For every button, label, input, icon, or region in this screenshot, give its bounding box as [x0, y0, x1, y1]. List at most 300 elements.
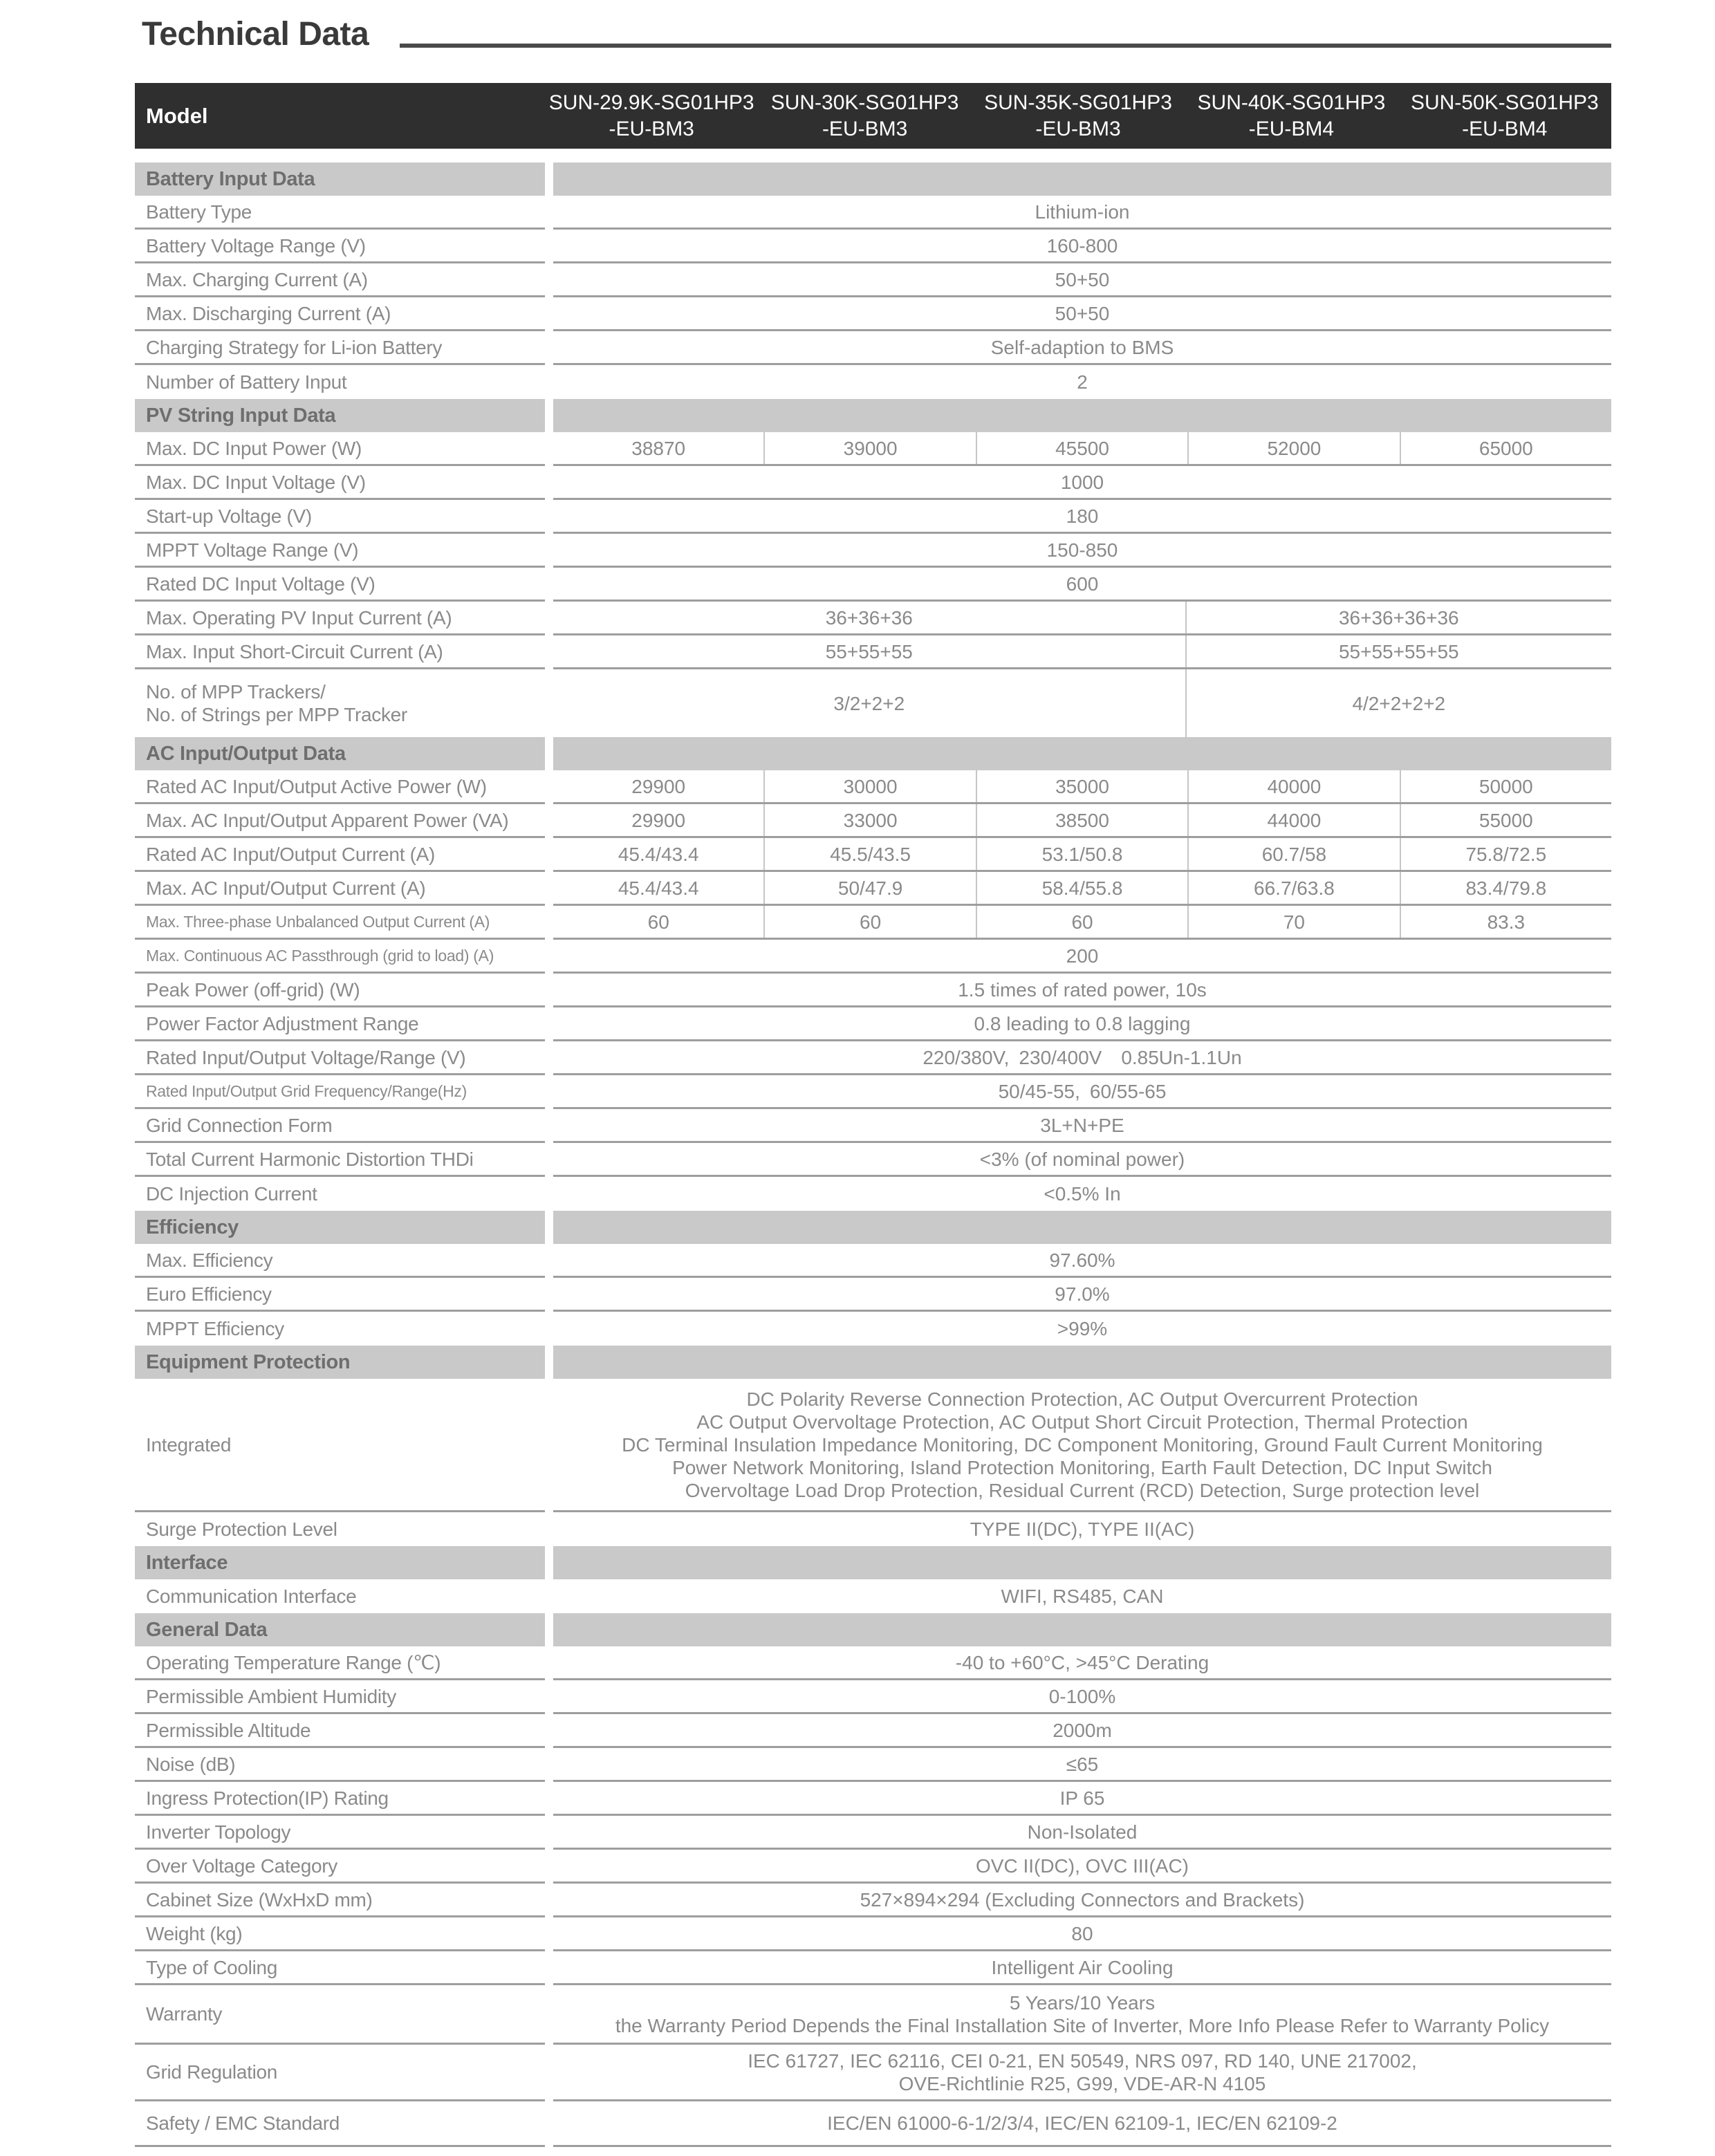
- table-row: [135, 365, 1611, 399]
- row-cells: [553, 1579, 1611, 1613]
- row-label: [135, 1680, 545, 1714]
- row-cells: [553, 872, 1611, 906]
- cell-line: OVC II(DC), OVC III(AC): [976, 1855, 1189, 1877]
- row-cells: [553, 230, 1611, 263]
- table-cell: [553, 1917, 1611, 1949]
- table-row: [135, 1075, 1611, 1109]
- cell-line: 66.7/63.8: [1254, 877, 1335, 899]
- cell-line: 60: [860, 911, 882, 933]
- label-line: Max. Efficiency: [146, 1249, 273, 1271]
- table-cell: [553, 2101, 1611, 2145]
- table-row: [135, 1714, 1611, 1748]
- table-row: [135, 1143, 1611, 1177]
- table-cell: [1400, 906, 1611, 938]
- label-line: Rated Input/Output Grid Frequency/Range(Hz): [146, 1081, 467, 1100]
- label-line: MPPT Voltage Range (V): [146, 539, 359, 561]
- table-cell: [553, 1850, 1611, 1881]
- table-row: [135, 1041, 1611, 1075]
- row-cells: [553, 1985, 1611, 2045]
- table-cell: [1187, 838, 1399, 870]
- cell-line: Intelligent Air Cooling: [991, 1956, 1174, 1978]
- cell-line: 220/380V, 230/400V 0.85Un-1.1Un: [923, 1046, 1242, 1068]
- table-row: [135, 1312, 1611, 1346]
- table-row: [135, 906, 1611, 940]
- table-cell: [553, 1177, 1611, 1211]
- label-line: Number of Battery Input: [146, 371, 347, 393]
- cell-line: 1000: [1060, 471, 1104, 493]
- table-cell: [763, 906, 975, 938]
- section-header-row: [135, 1346, 1611, 1379]
- cell-line: 0-100%: [1048, 1685, 1116, 1707]
- row-cells: [553, 1109, 1611, 1143]
- row-cells: [553, 1007, 1611, 1041]
- row-label: [135, 1917, 545, 1951]
- table-cell: [1187, 804, 1399, 836]
- row-cells: [553, 1850, 1611, 1884]
- label-line: MPPT Efficiency: [146, 1318, 284, 1339]
- label-line: Grid Connection Form: [146, 1114, 333, 1136]
- section-header-row: [135, 162, 1611, 196]
- label-line: Operating Temperature Range (℃): [146, 1651, 441, 1673]
- table-cell: [553, 669, 1185, 737]
- label-line: Cabinet Size (WxHxD mm): [146, 1888, 373, 1911]
- row-label: [135, 230, 545, 263]
- label-line: Communication Interface: [146, 1586, 357, 1607]
- label-line: No. of MPP Trackers/: [146, 681, 326, 703]
- row-label: [135, 1714, 545, 1748]
- row-label: [135, 1512, 545, 1546]
- table-cell: [553, 297, 1611, 329]
- section-label: Interface: [135, 1546, 545, 1579]
- label-line: Max. AC Input/Output Current (A): [146, 877, 426, 899]
- row-cells: [553, 263, 1611, 297]
- model-name-line: SUN-40K-SG01HP3: [1197, 91, 1386, 114]
- row-label: [135, 1850, 545, 1884]
- cell-line: 160-800: [1046, 234, 1118, 257]
- row-cells: [553, 1379, 1611, 1512]
- row-cells: [553, 196, 1611, 230]
- label-line: DC Injection Current: [146, 1183, 317, 1205]
- table-row: [135, 230, 1611, 263]
- cell-line: IEC/EN 61000-6-1/2/3/4, IEC/EN 62109-1, IEC/EN 62109-2: [827, 2112, 1337, 2134]
- table-cell: [553, 906, 763, 938]
- cell-line: 39000: [843, 437, 898, 459]
- row-label: [135, 534, 545, 568]
- cell-line: 55+55+55+55: [1338, 640, 1459, 662]
- table-cell: [1400, 432, 1611, 464]
- cell-line: 52000: [1267, 437, 1322, 459]
- cell-line: AC Output Overvoltage Protection, AC Output Short Circuit Protection, Thermal Protection: [696, 1411, 1468, 1433]
- row-label: [135, 1278, 545, 1312]
- label-line: Rated DC Input Voltage (V): [146, 573, 376, 595]
- label-line: Warranty: [146, 2003, 223, 2025]
- row-cells: [553, 669, 1611, 737]
- table-row: [135, 534, 1611, 568]
- table-cell: [553, 263, 1611, 295]
- cell-line: 3L+N+PE: [1040, 1114, 1124, 1136]
- row-label: [135, 263, 545, 297]
- row-cells: [553, 770, 1611, 804]
- table-cell: [1187, 770, 1399, 802]
- table-row: [135, 1379, 1611, 1512]
- row-label: [135, 500, 545, 534]
- row-label: [135, 1782, 545, 1816]
- table-row: [135, 1109, 1611, 1143]
- cell-line: 80: [1071, 1922, 1093, 1944]
- table-cell: [553, 770, 763, 802]
- row-cells: [553, 1816, 1611, 1850]
- cell-line: Overvoltage Load Drop Protection, Residual Current (RCD) Detection, Surge protection level: [685, 1479, 1480, 1501]
- table-cell: [1187, 906, 1399, 938]
- table-row: [135, 1512, 1611, 1546]
- table-cell: [553, 1951, 1611, 1983]
- spec-table: [135, 83, 1611, 2147]
- row-cells: [553, 1143, 1611, 1177]
- section-header-row: [135, 1211, 1611, 1244]
- label-line: No. of Strings per MPP Tracker: [146, 704, 407, 725]
- model-suffix-line: -EU-BM3: [609, 117, 694, 140]
- cell-line: 45500: [1055, 437, 1109, 459]
- cell-line: 44000: [1267, 809, 1322, 831]
- model-name-line: SUN-35K-SG01HP3: [984, 91, 1172, 114]
- label-line: Start-up Voltage (V): [146, 505, 312, 527]
- section-fill: [553, 1546, 1611, 1579]
- table-cell: [1400, 838, 1611, 870]
- table-cell: [553, 500, 1611, 532]
- label-line: Max. Three-phase Unbalanced Output Current (A): [146, 912, 490, 931]
- table-cell: [1185, 635, 1611, 667]
- table-row: [135, 940, 1611, 974]
- label-line: Noise (dB): [146, 1753, 236, 1775]
- section-fill: [553, 1346, 1611, 1379]
- row-label: [135, 2045, 545, 2101]
- table-cell: [553, 872, 763, 904]
- row-cells: [553, 432, 1611, 466]
- cell-line: 60: [647, 911, 669, 933]
- section-label: PV String Input Data: [135, 399, 545, 432]
- table-row: [135, 1007, 1611, 1041]
- row-label: [135, 1985, 545, 2045]
- table-row: [135, 1850, 1611, 1884]
- table-cell: [553, 1109, 1611, 1141]
- row-cells: [553, 1782, 1611, 1816]
- section-header-row: [135, 399, 1611, 432]
- row-label: [135, 1748, 545, 1782]
- row-label: [135, 1177, 545, 1211]
- table-cell: [976, 906, 1187, 938]
- header-gap: [135, 149, 1611, 162]
- section-header-row: [135, 737, 1611, 770]
- cell-line: WIFI, RS485, CAN: [1001, 1586, 1164, 1607]
- row-cells: [553, 1177, 1611, 1211]
- row-label: [135, 1646, 545, 1680]
- row-cells: [553, 1646, 1611, 1680]
- table-row: [135, 1646, 1611, 1680]
- row-label: [135, 804, 545, 838]
- table-row: [135, 1782, 1611, 1816]
- table-cell: [763, 432, 975, 464]
- cell-line: 55000: [1478, 809, 1533, 831]
- label-line: Surge Protection Level: [146, 1518, 337, 1540]
- table-cell: [553, 838, 763, 870]
- cell-line: 5 Years/10 Years: [1009, 1991, 1156, 2014]
- cell-line: 2: [1077, 371, 1088, 393]
- table-cell: [553, 940, 1611, 972]
- cell-line: 2000m: [1053, 1719, 1112, 1741]
- section-label: Equipment Protection: [135, 1346, 545, 1379]
- model-name-line: SUN-29.9K-SG01HP3: [548, 91, 754, 114]
- label-line: Max. DC Input Power (W): [146, 437, 362, 459]
- cell-line: Self-adaption to BMS: [990, 336, 1174, 358]
- cell-line: 97.60%: [1049, 1249, 1115, 1271]
- table-row: [135, 1244, 1611, 1278]
- table-cell: [553, 196, 1611, 227]
- row-label: [135, 196, 545, 230]
- cell-line: 3/2+2+2: [833, 692, 905, 714]
- table-cell: [1400, 770, 1611, 802]
- section-label: AC Input/Output Data: [135, 737, 545, 770]
- cell-line: IP 65: [1059, 1787, 1105, 1809]
- cell-line: DC Terminal Insulation Impedance Monitoring, DC Component Monitoring, Ground Fault Current Monitoring: [622, 1433, 1543, 1456]
- title-underline: [400, 44, 1611, 48]
- label-line: Integrated: [146, 1433, 232, 1456]
- row-label: [135, 974, 545, 1007]
- cell-line: IEC 61727, IEC 62116, CEI 0-21, EN 50549, NRS 097, RD 140, UNE 217002,: [748, 2050, 1417, 2072]
- cell-line: 45.4/43.4: [618, 877, 699, 899]
- table-cell: [553, 1143, 1611, 1175]
- table-cell: [976, 804, 1187, 836]
- label-line: Power Factor Adjustment Range: [146, 1012, 419, 1034]
- label-line: Ingress Protection(IP) Rating: [146, 1787, 389, 1809]
- row-cells: [553, 1075, 1611, 1109]
- table-cell: [976, 770, 1187, 802]
- table-cell: [553, 331, 1611, 363]
- row-label: [135, 1143, 545, 1177]
- cell-line: 83.3: [1487, 911, 1526, 933]
- row-label: [135, 669, 545, 737]
- table-cell: [553, 534, 1611, 566]
- row-label: [135, 1244, 545, 1278]
- row-label: [135, 466, 545, 500]
- table-cell: [763, 804, 975, 836]
- row-cells: [553, 635, 1611, 669]
- table-row: [135, 196, 1611, 230]
- row-cells: [553, 365, 1611, 399]
- title-row: [135, 15, 1611, 54]
- row-cells: [553, 602, 1611, 635]
- table-cell: [553, 1312, 1611, 1346]
- table-cell: [553, 974, 1611, 1005]
- row-label: [135, 1579, 545, 1613]
- table-row: [135, 669, 1611, 737]
- table-cell: [553, 635, 1185, 667]
- row-label: [135, 1379, 545, 1512]
- table-row: [135, 1917, 1611, 1951]
- cell-line: the Warranty Period Depends the Final Installation Site of Inverter, More Info Please Refer to Warranty Policy: [615, 2014, 1550, 2036]
- table-cell: [553, 602, 1185, 633]
- model-name-line: SUN-30K-SG01HP3: [770, 91, 959, 114]
- section-header-row: [135, 1546, 1611, 1579]
- table-cell: [553, 1579, 1611, 1613]
- label-line: Weight (kg): [146, 1922, 243, 1944]
- row-cells: [553, 534, 1611, 568]
- section-fill: [553, 1613, 1611, 1646]
- table-cell: [553, 804, 763, 836]
- table-cell: [553, 2045, 1611, 2099]
- table-row: [135, 466, 1611, 500]
- table-row: [135, 1884, 1611, 1917]
- cell-line: 45.4/43.4: [618, 843, 699, 865]
- model-suffix-line: -EU-BM4: [1462, 117, 1548, 140]
- cell-line: 35000: [1055, 775, 1109, 797]
- cell-line: 50+50: [1055, 268, 1110, 290]
- cell-line: 4/2+2+2+2: [1352, 692, 1446, 714]
- table-row: [135, 2101, 1611, 2147]
- section-header-row: [135, 1613, 1611, 1646]
- label-line: Grid Regulation: [146, 2061, 278, 2083]
- model-column: [545, 90, 758, 142]
- table-cell: [553, 1646, 1611, 1678]
- cell-line: 60.7/58: [1261, 843, 1327, 865]
- label-line: Max. Operating PV Input Current (A): [146, 606, 452, 629]
- label-line: Safety / EMC Standard: [146, 2112, 340, 2134]
- table-cell: [763, 770, 975, 802]
- label-line: Rated AC Input/Output Active Power (W): [146, 775, 487, 797]
- cell-line: 527×894×294 (Excluding Connectors and Brackets): [860, 1888, 1305, 1911]
- table-row: [135, 297, 1611, 331]
- cell-line: 55+55+55: [825, 640, 913, 662]
- row-label: [135, 2101, 545, 2147]
- section-label: General Data: [135, 1613, 545, 1646]
- table-cell: [553, 1680, 1611, 1712]
- table-cell: [553, 1985, 1611, 2043]
- section-fill: [553, 737, 1611, 770]
- row-label: [135, 940, 545, 974]
- table-row: [135, 804, 1611, 838]
- section-label: Battery Input Data: [135, 162, 545, 196]
- cell-line: TYPE II(DC), TYPE II(AC): [970, 1518, 1195, 1540]
- table-cell: [553, 568, 1611, 600]
- cell-line: OVE-Richtlinie R25, G99, VDE-AR-N 4105: [898, 2072, 1266, 2094]
- cell-line: 600: [1066, 573, 1099, 595]
- cell-line: 30000: [843, 775, 898, 797]
- row-label: [135, 1041, 545, 1075]
- table-cell: [553, 1816, 1611, 1848]
- cell-line: 38500: [1055, 809, 1109, 831]
- cell-line: 97.0%: [1055, 1283, 1110, 1305]
- table-cell: [976, 432, 1187, 464]
- row-label: [135, 635, 545, 669]
- cell-line: 50/45-55, 60/55-65: [998, 1080, 1167, 1102]
- row-label: [135, 1109, 545, 1143]
- row-cells: [553, 331, 1611, 365]
- model-suffix-line: -EU-BM3: [822, 117, 908, 140]
- cell-line: 200: [1066, 945, 1099, 967]
- row-cells: [553, 1680, 1611, 1714]
- table-row: [135, 872, 1611, 906]
- cell-line: >99%: [1057, 1318, 1108, 1339]
- cell-line: 29900: [631, 775, 686, 797]
- table-cell: [976, 838, 1187, 870]
- model-suffix-line: -EU-BM4: [1248, 117, 1335, 140]
- row-cells: [553, 500, 1611, 534]
- cell-line: 65000: [1478, 437, 1533, 459]
- row-cells: [553, 1748, 1611, 1782]
- section-fill: [553, 162, 1611, 196]
- row-cells: [553, 1714, 1611, 1748]
- table-cell: [976, 872, 1187, 904]
- cell-line: <3% (of nominal power): [979, 1148, 1185, 1170]
- model-column: [758, 90, 971, 142]
- label-line: Battery Voltage Range (V): [146, 234, 366, 257]
- table-row: [135, 770, 1611, 804]
- table-row: [135, 602, 1611, 635]
- row-cells: [553, 974, 1611, 1007]
- model-column: [972, 90, 1185, 142]
- row-cells: [553, 568, 1611, 602]
- table-cell: [553, 432, 763, 464]
- table-row: [135, 568, 1611, 602]
- table-body: [135, 162, 1611, 2147]
- cell-line: Lithium-ion: [1035, 201, 1130, 223]
- table-cell: [553, 1512, 1611, 1546]
- row-cells: [553, 1278, 1611, 1312]
- label-line: Over Voltage Category: [146, 1855, 337, 1877]
- row-cells: [553, 2045, 1611, 2101]
- model-columns: [545, 90, 1611, 142]
- cell-line: 33000: [843, 809, 898, 831]
- table-cell: [553, 1244, 1611, 1276]
- row-label: [135, 432, 545, 466]
- row-cells: [553, 1244, 1611, 1278]
- table-cell: [1185, 602, 1611, 633]
- label-line: Euro Efficiency: [146, 1283, 272, 1305]
- table-row: [135, 1680, 1611, 1714]
- cell-line: 36+36+36+36: [1338, 606, 1459, 629]
- row-label: [135, 906, 545, 940]
- table-row: [135, 1579, 1611, 1613]
- table-cell: [553, 365, 1611, 399]
- table-cell: [1187, 432, 1399, 464]
- table-cell: [1400, 872, 1611, 904]
- row-cells: [553, 466, 1611, 500]
- cell-line: ≤65: [1066, 1753, 1099, 1775]
- row-label: [135, 838, 545, 872]
- row-cells: [553, 1512, 1611, 1546]
- table-cell: [553, 1075, 1611, 1107]
- label-line: Inverter Topology: [146, 1821, 291, 1843]
- label-line: Total Current Harmonic Distortion THDi: [146, 1148, 474, 1170]
- cell-line: 29900: [631, 809, 686, 831]
- table-cell: [553, 1007, 1611, 1039]
- table-row: [135, 635, 1611, 669]
- row-cells: [553, 2101, 1611, 2147]
- table-row: [135, 500, 1611, 534]
- row-label: [135, 568, 545, 602]
- cell-line: -40 to +60°C, >45°C Derating: [955, 1651, 1209, 1673]
- row-label: [135, 1007, 545, 1041]
- table-cell: [553, 1884, 1611, 1915]
- label-line: Rated AC Input/Output Current (A): [146, 843, 436, 865]
- label-line: Permissible Ambient Humidity: [146, 1685, 396, 1707]
- row-cells: [553, 297, 1611, 331]
- cell-line: 53.1/50.8: [1041, 843, 1123, 865]
- cell-line: 50+50: [1055, 302, 1110, 324]
- cell-line: 50/47.9: [837, 877, 903, 899]
- row-label: [135, 1884, 545, 1917]
- row-cells: [553, 1884, 1611, 1917]
- row-label: [135, 872, 545, 906]
